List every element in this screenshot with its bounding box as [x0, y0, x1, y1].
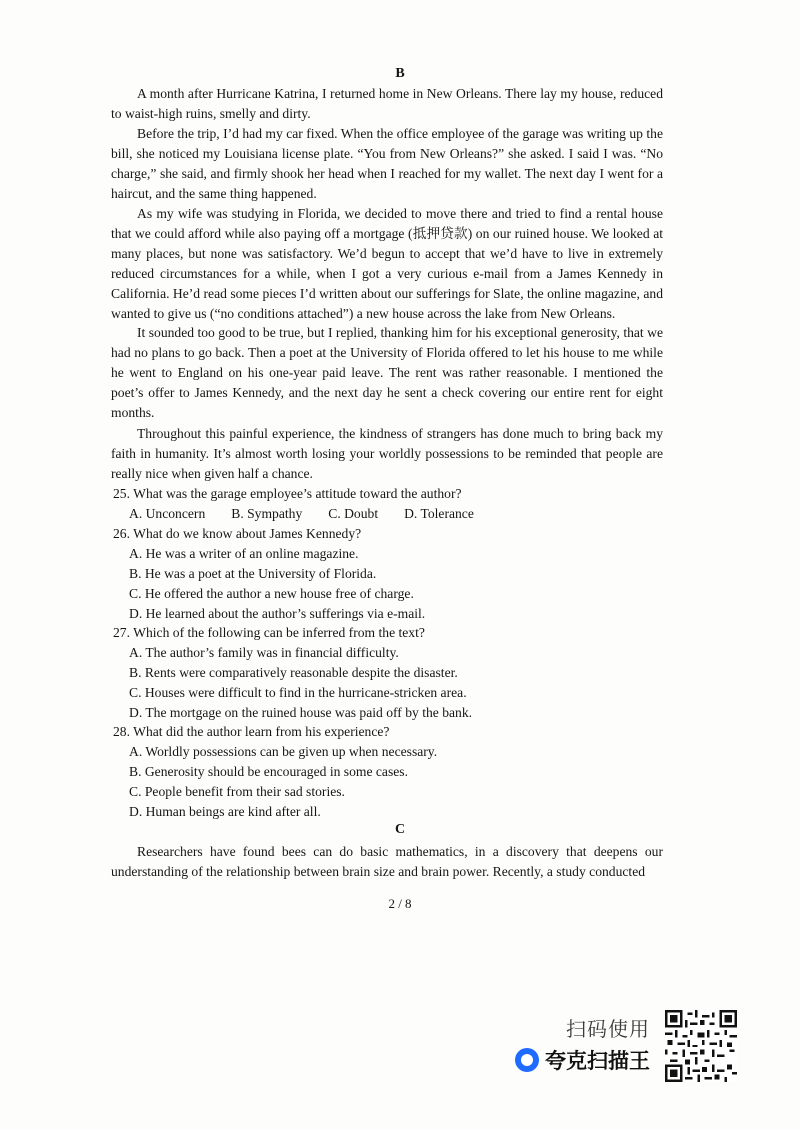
section-b-paragraph-1: A month after Hurricane Katrina, I returned home in New Orleans. There lay my house, reduced to waist-high ruins, smelly and dirty. — [111, 86, 663, 121]
watermark-brand-text: 夸克扫描王 — [545, 1049, 650, 1073]
question-25-options — [129, 504, 669, 524]
question-26-option-d[interactable]: D. He learned about the author’s sufferings via e-mail. — [129, 606, 426, 621]
question-27-option-b[interactable]: B. Rents were comparatively reasonable despite the disaster. — [129, 665, 458, 680]
section-b-paragraph-2: Before the trip, I’d had my car fixed. When the office employee of the garage was writing up the bill, she noticed my Louisiana license plate. “You from New Orleans?” she asked. I said I was. “No charge,” she said, and firmly shook her head when I reached for my wallet. The next day I went for a haircut, and the same thing happened. — [111, 126, 663, 201]
section-b-heading: B — [395, 66, 405, 81]
section-b-paragraph-5: Throughout this painful experience, the kindness of strangers has done much to bring back my faith in humanity. It’s almost worth losing your worldly possessions to be reminded that people are really nice when given half a chance. — [111, 426, 663, 481]
question-28-option-d[interactable]: D. Human beings are kind after all. — [129, 804, 321, 819]
question-26-option-a[interactable]: A. He was a writer of an online magazine. — [129, 546, 359, 561]
question-25-stem: 25. What was the garage employee’s attitude toward the author? — [113, 486, 462, 501]
question-27-stem: 27. Which of the following can be inferred from the text? — [113, 625, 425, 640]
question-25-option-c[interactable]: C. Doubt — [328, 506, 379, 521]
section-c-heading: C — [394, 822, 406, 837]
question-26-stem: 26. What do we know about James Kennedy? — [113, 526, 362, 541]
question-27-option-d[interactable]: D. The mortgage on the ruined house was paid off by the bank. — [129, 705, 473, 720]
section-b-paragraph-3: As my wife was studying in Florida, we decided to move there and tried to find a rental house that we could afford while also paying off a mortgage (抵押贷款) on our ruined house. We looked at many places, but none was satisfactory. We’d begun to accept that we’d have to live in extremely reduced circumstances for a while, when I got a very curious e-mail from a James Kennedy in California. He’d read some pieces I’d written about our sufferings for Slate, the online magazine, and wanted to give us (“no conditions attached”) a new house across the lake from New Orleans. — [111, 206, 663, 321]
question-25-option-d[interactable]: D. Tolerance — [404, 506, 474, 521]
quark-logo-icon — [515, 1048, 539, 1072]
question-27-option-c[interactable]: C. Houses were difficult to find in the hurricane-stricken area. — [129, 685, 467, 700]
question-26-option-c[interactable]: C. He offered the author a new house free of charge. — [129, 586, 414, 601]
section-b-paragraph-4: It sounded too good to be true, but I replied, thanking him for his exceptional generosity, that we had no plans to go back. Then a poet at the University of Florida offered to let his house to me while he went to England on his one-year paid leave. The rent was rather reasonable. I mentioned the poet’s offer to James Kennedy, and the next day he sent a check covering our entire rent for eight months. — [111, 325, 663, 420]
question-25-option-a[interactable]: A. Unconcern — [129, 506, 206, 521]
watermark-caption: 扫码使用 — [566, 1017, 650, 1041]
question-27-option-a[interactable]: A. The author’s family was in financial difficulty. — [129, 645, 399, 660]
qr-code-icon[interactable] — [665, 1010, 737, 1082]
question-26-option-b[interactable]: B. He was a poet at the University of Florida. — [129, 566, 377, 581]
question-28-stem: 28. What did the author learn from his experience? — [113, 724, 390, 739]
question-28-option-c[interactable]: C. People benefit from their sad stories. — [129, 784, 345, 799]
page-number: 2 / 8 — [388, 896, 412, 911]
section-c-paragraph: Researchers have found bees can do basic mathematics, in a discovery that deepens our understanding of the relationship between brain size and brain power. Recently, a study conducted — [111, 844, 663, 879]
question-25-option-b[interactable]: B. Sympathy — [231, 506, 303, 521]
question-28-option-a[interactable]: A. Worldly possessions can be given up when necessary. — [129, 744, 438, 759]
watermark-brand — [515, 1045, 650, 1075]
question-28-option-b[interactable]: B. Generosity should be encouraged in some cases. — [129, 764, 408, 779]
